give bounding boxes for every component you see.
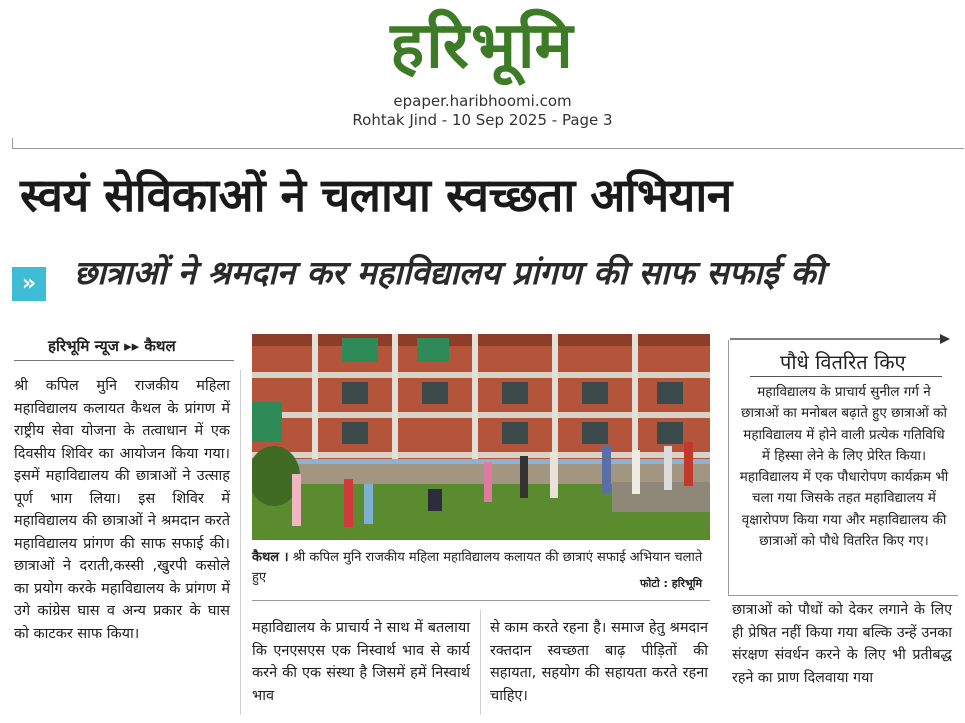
news-photo (252, 334, 710, 540)
byline-rule (14, 360, 234, 361)
article-subheadline: छात्राओं ने श्रमदान कर महाविद्यालय प्रांगण की साफ सफाई की (74, 253, 825, 292)
column-divider (240, 370, 241, 715)
box-title-rule (750, 376, 942, 377)
caption-rule (252, 600, 710, 601)
top-rule (12, 148, 964, 149)
edition-info: Rohtak Jind - 10 Sep 2025 - Page 3 (352, 111, 613, 129)
column-divider (480, 610, 481, 715)
box-text: महाविद्यालय के प्राचार्य सुनील गर्ग ने छात्राओं का मनोबल बढ़ाते हुए छात्राओं को महाविद्यालय में होने वाली प्रत्येक गतिविधि में हिस्सा लेने के लिए प्रेरित किया। महाविद्यालय में एक पौधारोपण कार्यक्रम भी चला गया जिसके तहत महाविद्यालय में वृक्षारोपण किया गया और महाविद्यालय की छात्राओं को पौधे वितरित किए गए। (739, 384, 949, 550)
box-frame (728, 340, 729, 595)
article-column-4: छात्राओं को पौधों को देकर लगाने के लिए ही प्रेषित नहीं किया गया बल्कि उन्हें उनका संरक्षण संवर्धन करने के लिए भी प्रतीबद्ध रहने का प्राण दिलवाया गया (732, 602, 952, 686)
haribhoomi-logo[interactable]: हरिभूमि (390, 9, 575, 83)
box-arrow-icon (730, 332, 950, 346)
box-title: पौधे वितरित किए (780, 350, 906, 374)
box-bottom-rule (728, 595, 958, 596)
photo-illustration (252, 334, 710, 540)
article-column-3: से काम करते रहना है। समाज हेतु श्रमदान रक्तदान स्वच्छता बाढ़ पीड़ितों की सहायता, सहयोग की सहायता करते रहना चाहिए। (490, 620, 708, 704)
caption-text: श्री कपिल मुनि राजकीय महिला महाविद्यालय कलायत की छात्राएं सफाई अभियान चलाते हुए (252, 550, 703, 585)
byline: हरिभूमि न्यूज ▸▸ कैथल (48, 337, 176, 355)
article-column-2: महाविद्यालय के प्राचार्य ने साथ में बतलाया कि एनएसएस एक निस्वार्थ भाव से कार्य करने की एक संस्था है जिसमें हमें निस्वार्थ भाव (252, 620, 470, 704)
article-column-1: श्री कपिल मुनि राजकीय महिला महाविद्यालय कलायत कैथल के प्रांगण में राष्ट्रीय सेवा योजना के तत्वाधान में एक दिवसीय शिविर का आयोजन किया गया। इसमें महाविद्यालय की छात्राओं ने उत्साह पूर्ण भाग लिया। इस शिविर में महाविद्यालय की छात्राओं ने श्रमदान करते महाविद्यालय प्रांगण की साफ सफाई की। छात्राओं ने दराती,कस्सी ,खुरपी कसोले का प्रयोग करके महाविद्यालय के प्रांगण में उगे कांग्रेस घास व अन्य प्रकार के घास को काटकर साफ किया। (14, 378, 230, 642)
top-rule-tick (12, 138, 13, 148)
article-headline: स्वयं सेविकाओं ने चलाया स्वच्छता अभियान (20, 168, 732, 222)
photo-credit: फोटो : हरिभूमि (640, 577, 703, 590)
site-url[interactable]: epaper.haribhoomi.com (393, 92, 572, 110)
double-chevron-right-icon: » (12, 267, 46, 301)
caption-dateline: कैथल । (252, 550, 289, 565)
